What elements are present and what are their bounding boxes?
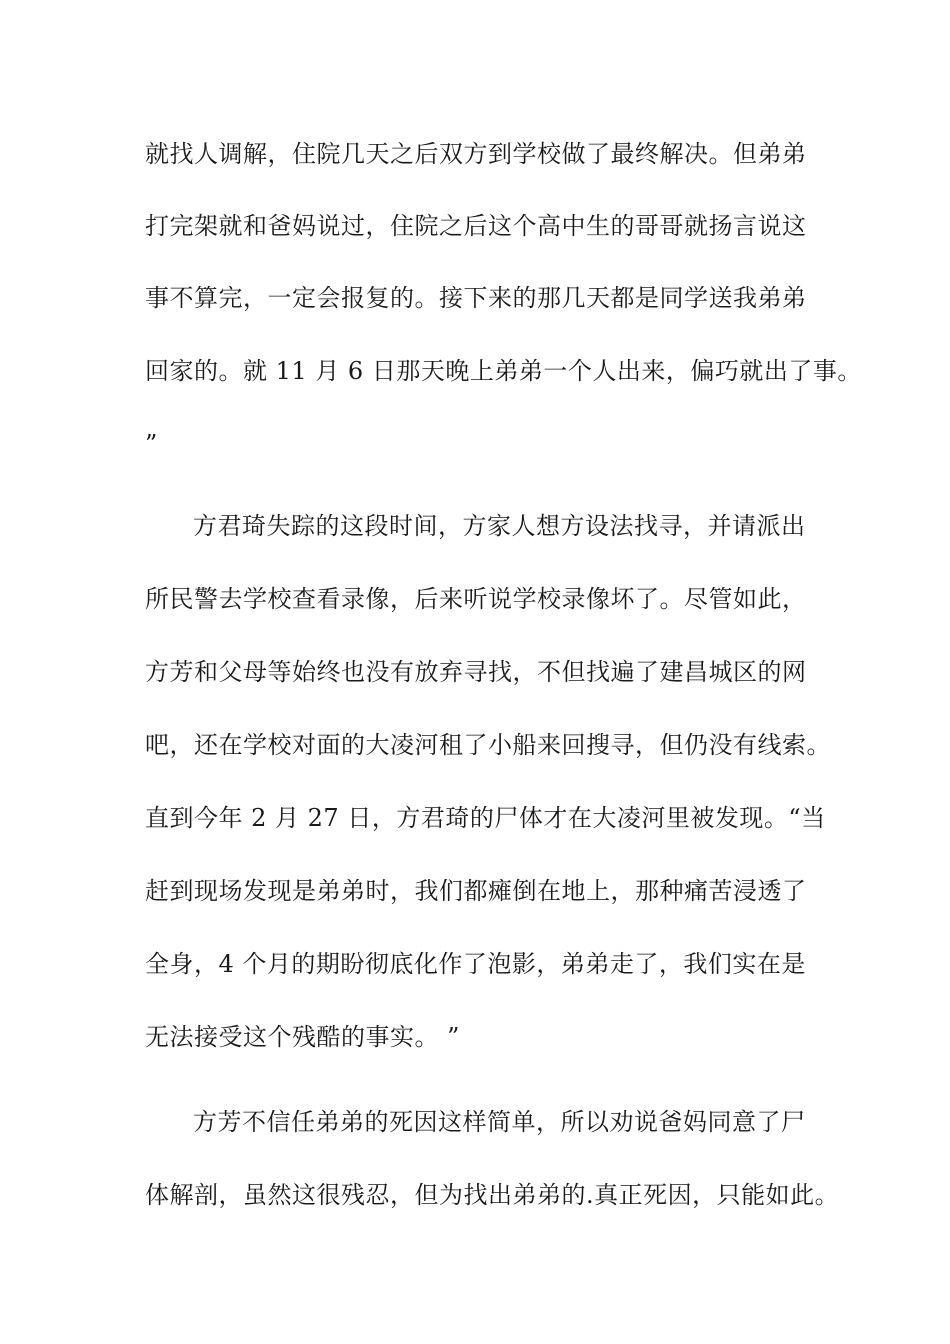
text-line: 打完架就和爸妈说过，住院之后这个高中生的哥哥就扬言说这: [145, 212, 807, 240]
text-line: 事不算完，一定会报复的。接下来的那几天都是同学送我弟弟: [145, 284, 807, 312]
paragraph-start: 方君琦失踪的这段时间，方家人想方设法找寻，并请派出: [193, 512, 806, 540]
text-line: 所民警去学校查看录像，后来听说学校录像坏了。尽管如此，: [145, 585, 807, 613]
text-line: 回家的。就 11 月 6 日那天晚上弟弟一个人出来，偏巧就出了事。: [145, 357, 862, 385]
text-line: 方芳和父母等始终也没有放弃寻找，不但找遍了建昌城区的网: [145, 658, 807, 686]
paragraph-start: 方芳不信任弟弟的死因这样简单，所以劝说爸妈同意了尸: [193, 1108, 806, 1136]
text-line: 无法接受这个残酷的事实。 ”: [145, 1023, 460, 1051]
text-line: 全身，4 个月的期盼彻底化作了泡影，弟弟走了，我们实在是: [145, 950, 806, 978]
text-line: 就找人调解，住院几天之后双方到学校做了最终解决。但弟弟: [145, 140, 807, 168]
text-line: 直到今年 2 月 27 日，方君琦的尸体才在大凌河里被发现。“当: [145, 804, 826, 832]
text-line: 吧，还在学校对面的大凌河租了小船来回搜寻，但仍没有线索。: [145, 731, 831, 759]
closing-quote: ”: [145, 430, 158, 458]
text-line: 赶到现场发现是弟弟时，我们都瘫倒在地上，那种痛苦浸透了: [145, 877, 807, 905]
text-line: 体解剖，虽然这很残忍，但为找出弟弟的.真正死因，只能如此。: [145, 1181, 840, 1209]
